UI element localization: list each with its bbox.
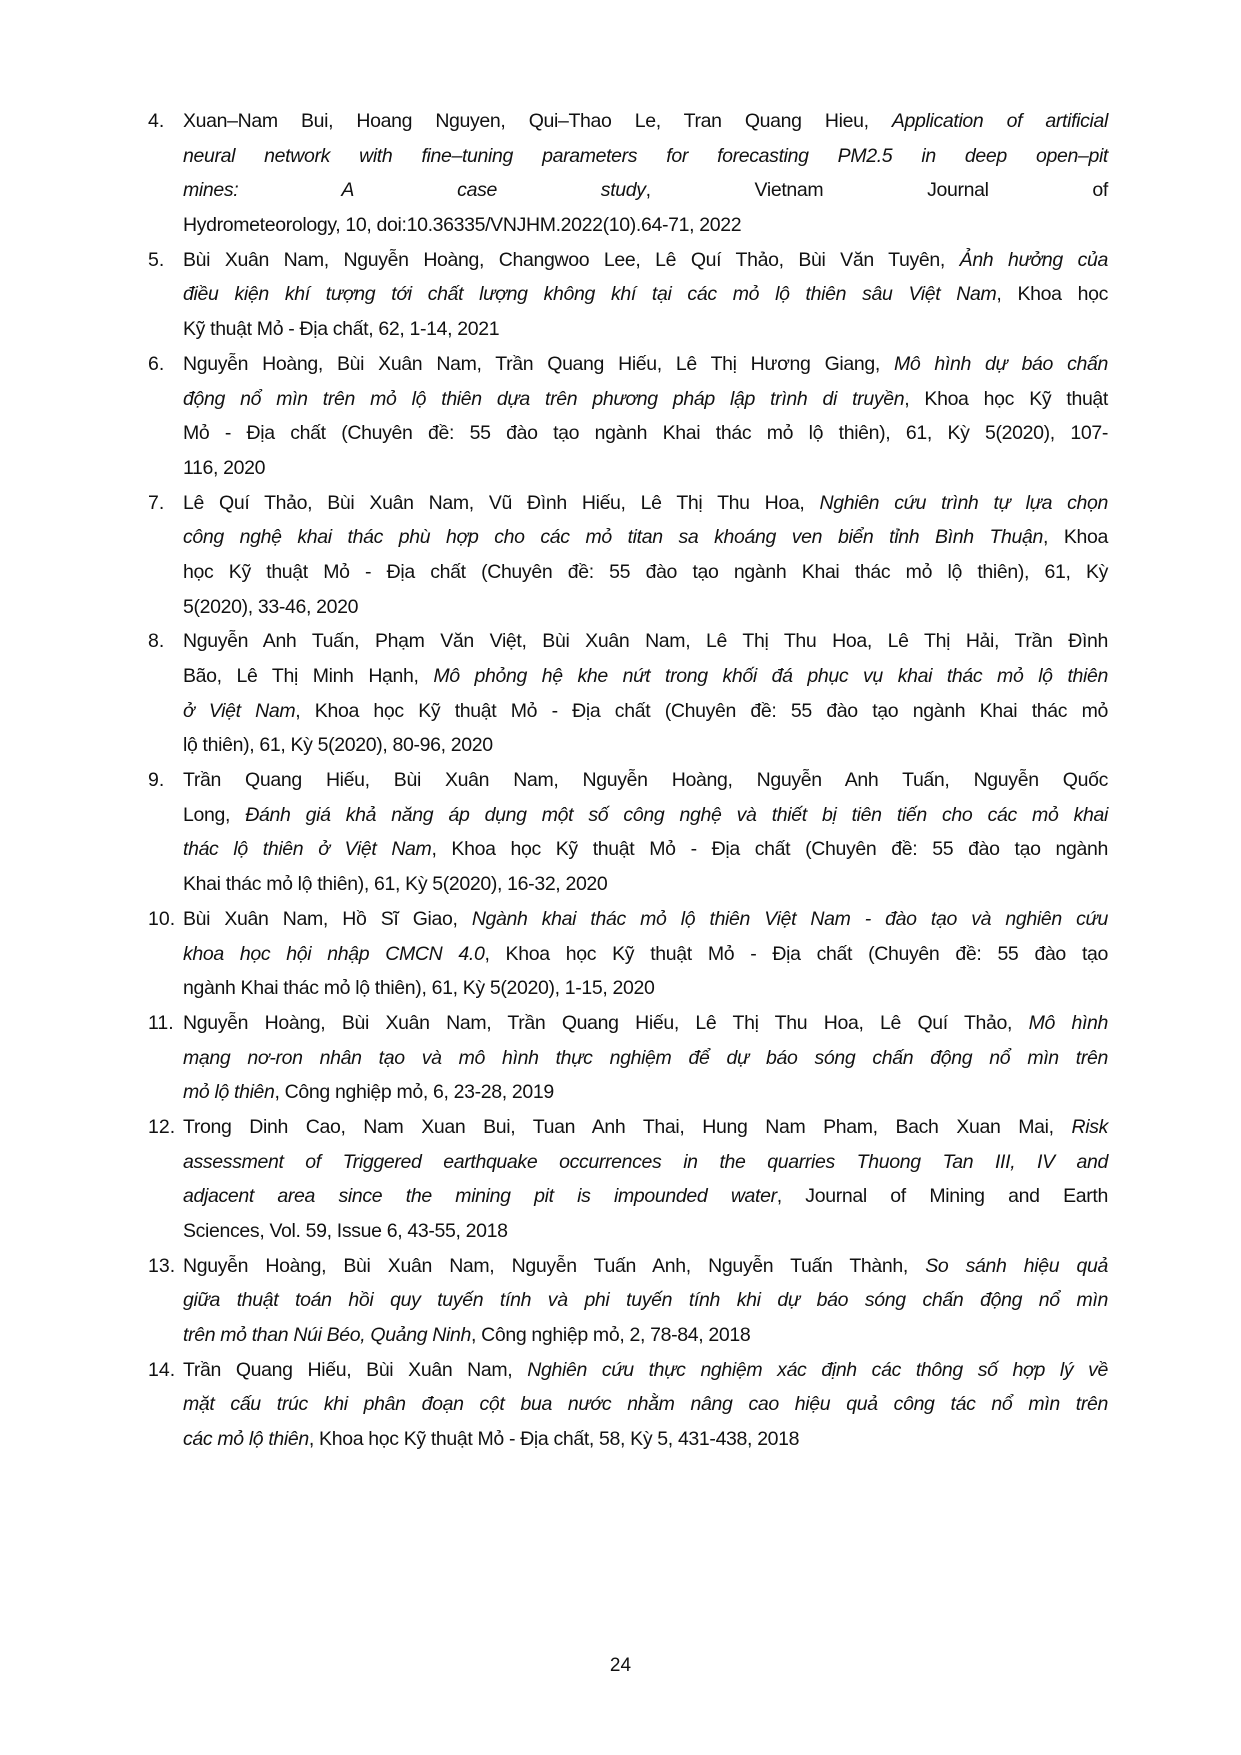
- reference-line: [183, 312, 1108, 347]
- reference-text-segment: Trần Quang Hiếu, Bùi Xuân Nam,: [183, 1358, 528, 1381]
- reference-line: [183, 590, 1108, 625]
- reference-title-segment: Risk: [1071, 1115, 1108, 1138]
- reference-title-segment: mines: A case study: [183, 179, 646, 202]
- reference-text-segment: Hydrometeorology, 10, doi:10.36335/VNJHM.2022(10).64-71, 2022: [183, 214, 742, 237]
- reference-line: [183, 555, 1108, 590]
- reference-text-segment: Trần Quang Hiếu, Bùi Xuân Nam, Nguyễn Hoàng, Nguyễn Anh Tuấn, Nguyễn Quốc: [183, 769, 1108, 792]
- reference-number: 13.: [148, 1254, 176, 1277]
- reference-line: [183, 624, 1108, 659]
- reference-text: [183, 104, 1108, 243]
- reference-text-segment: Nguyễn Hoàng, Bùi Xuân Nam, Nguyễn Tuấn Anh, Nguyễn Tuấn Thành,: [183, 1254, 926, 1277]
- reference-line: [183, 1214, 1108, 1249]
- reference-line: [183, 763, 1108, 798]
- reference-text-segment: Long,: [183, 803, 246, 826]
- reference-title-segment: giữa thuật toán hồi quy tuyến tính và phi tuyến tính khi dự báo sóng chấn động nổ mìn: [183, 1289, 1108, 1312]
- reference-text-segment: Sciences, Vol. 59, Issue 6, 43-55, 2018: [183, 1220, 508, 1242]
- reference-title-segment: các mỏ lộ thiên: [183, 1428, 309, 1451]
- reference-line: [183, 832, 1108, 867]
- reference-text: [183, 1006, 1108, 1110]
- reference-item: [148, 902, 1108, 1006]
- reference-title-segment: thác lộ thiên ở Việt Nam: [183, 838, 432, 861]
- reference-line: [183, 1145, 1108, 1180]
- reference-text-segment: , Khoa học Kỹ thuật: [904, 387, 1108, 410]
- reference-line: [183, 243, 1108, 278]
- reference-title-segment: Đánh giá khả năng áp dụng một số công nghệ và thiết bị tiên tiến cho các mỏ khai: [245, 803, 1108, 826]
- reference-text: [183, 763, 1108, 902]
- reference-number: 7.: [148, 491, 165, 514]
- reference-title-segment: mạng nơ-ron nhân tạo và mô hình thực nghiệm để dự báo sóng chấn động nổ mìn trên: [183, 1046, 1108, 1069]
- reference-text-segment: Mỏ - Địa chất (Chuyên đề: 55 đào tạo ngành Khai thác mỏ lộ thiên), 61, Kỳ 5(2020), 107-: [183, 422, 1108, 445]
- reference-text-segment: học Kỹ thuật Mỏ - Địa chất (Chuyên đề: 55 đào tạo ngành Khai thác mỏ lộ thiên), 61, Kỳ: [183, 560, 1108, 583]
- reference-text-segment: , Công nghiệp mỏ, 6, 23-28, 2019: [274, 1081, 554, 1104]
- reference-line: [183, 104, 1108, 139]
- reference-number: 5.: [148, 248, 165, 271]
- reference-number: 10.: [148, 907, 176, 930]
- reference-line: [183, 347, 1108, 382]
- reference-text-segment: Trong Dinh Cao, Nam Xuan Bui, Tuan Anh Thai, Hung Nam Pham, Bach Xuan Mai,: [183, 1115, 1072, 1138]
- reference-number: 12.: [148, 1115, 176, 1138]
- reference-title-segment: ở Việt Nam: [183, 699, 296, 722]
- reference-title-segment: Nghiên cứu trình tự lựa chọn: [819, 491, 1108, 514]
- reference-item: [148, 486, 1108, 625]
- reference-line: [183, 486, 1108, 521]
- reference-text-segment: lộ thiên), 61, Kỳ 5(2020), 80-96, 2020: [183, 734, 493, 757]
- reference-title-segment: mỏ lộ thiên: [183, 1081, 275, 1104]
- reference-title-segment: Mô hình dự báo chấn: [893, 352, 1108, 375]
- reference-line: [183, 1075, 1108, 1110]
- reference-line: [183, 1006, 1108, 1041]
- reference-number: 4.: [148, 110, 165, 132]
- reference-text: [183, 1110, 1108, 1249]
- reference-line: [183, 277, 1108, 312]
- reference-number: 8.: [148, 630, 165, 653]
- reference-item: [148, 763, 1108, 902]
- reference-title-segment: assessment of Triggered earthquake occurrences in the quarries Thuong Tan III, IV and: [183, 1150, 1108, 1173]
- reference-item: [148, 347, 1108, 486]
- reference-text-segment: , Khoa học Kỹ thuật Mỏ - Địa chất (Chuyên đề: 55 đào tạo ngành Khai thác mỏ: [295, 699, 1108, 722]
- reference-text: [183, 347, 1108, 486]
- reference-text-segment: , Khoa học: [996, 283, 1108, 306]
- reference-line: [183, 659, 1108, 694]
- reference-line: [183, 1249, 1108, 1284]
- reference-number: 6.: [148, 352, 165, 375]
- reference-line: [183, 798, 1108, 833]
- reference-text: [183, 243, 1108, 347]
- reference-title-segment: Nghiên cứu thực nghiệm xác định các thông số hợp lý về: [527, 1358, 1108, 1381]
- reference-text: [183, 1353, 1108, 1457]
- reference-text-segment: 116, 2020: [183, 456, 266, 479]
- reference-text-segment: , Khoa học Kỹ thuật Mỏ - Địa chất (Chuyên đề: 55 đào tạo ngành: [431, 838, 1108, 861]
- reference-text-segment: Kỹ thuật Mỏ - Địa chất, 62, 1-14, 2021: [183, 318, 500, 341]
- reference-title-segment: Mô hình: [1028, 1011, 1109, 1034]
- reference-title-segment: động nổ mìn trên mỏ lộ thiên dựa trên phương pháp lập trình di truyền: [183, 387, 905, 410]
- reference-text-segment: , Khoa: [1043, 526, 1108, 549]
- reference-item: [148, 624, 1108, 763]
- reference-line: [183, 902, 1108, 937]
- reference-title-segment: trên mỏ than Núi Béo, Quảng Ninh: [183, 1324, 471, 1347]
- reference-text-segment: Khai thác mỏ lộ thiên), 61, Kỳ 5(2020), 16-32, 2020: [183, 873, 608, 896]
- reference-line: [183, 382, 1108, 417]
- reference-line: [183, 1353, 1108, 1388]
- reference-title-segment: neural network with fine–tuning parameters for forecasting PM2.5 in deep open–pit: [183, 144, 1108, 167]
- reference-text-segment: Nguyễn Anh Tuấn, Phạm Văn Việt, Bùi Xuân Nam, Lê Thị Thu Hoa, Lê Thị Hải, Trần Đình: [183, 630, 1108, 653]
- reference-text-segment: , Journal of Mining and Earth: [776, 1185, 1108, 1208]
- reference-text-segment: , Khoa học Kỹ thuật Mỏ - Địa chất (Chuyên đề: 55 đào tạo: [484, 942, 1109, 965]
- reference-line: [183, 867, 1108, 902]
- reference-number: 9.: [148, 769, 165, 792]
- reference-line: [183, 1179, 1108, 1214]
- reference-text: [183, 624, 1108, 763]
- reference-line: [183, 520, 1108, 555]
- reference-line: [183, 451, 1108, 486]
- reference-title-segment: So sánh hiệu quả: [925, 1254, 1108, 1277]
- reference-text-segment: Bão, Lê Thị Minh Hạnh,: [183, 665, 434, 687]
- reference-text: [183, 486, 1108, 625]
- reference-line: [183, 1387, 1108, 1422]
- reference-list: [148, 104, 1108, 1457]
- reference-item: [148, 1006, 1108, 1110]
- reference-line: [183, 1110, 1108, 1145]
- reference-title-segment: mặt cấu trúc khi phân đoạn cột bua nước nhằm nâng cao hiệu quả công tác nổ mìn trên: [183, 1393, 1108, 1416]
- reference-text: [183, 1249, 1108, 1353]
- page-number: 24: [609, 1655, 632, 1676]
- reference-text-segment: Bùi Xuân Nam, Nguyễn Hoàng, Changwoo Lee, Lê Quí Thảo, Bùi Văn Tuyên,: [183, 248, 960, 271]
- reference-text-segment: Lê Quí Thảo, Bùi Xuân Nam, Vũ Đình Hiếu, Lê Thị Thu Hoa,: [183, 491, 820, 514]
- reference-line: [183, 1283, 1108, 1318]
- reference-title-segment: công nghệ khai thác phù hợp cho các mỏ titan sa khoáng ven biển tỉnh Bình Thuận: [183, 526, 1044, 549]
- reference-text-segment: Bùi Xuân Nam, Hồ Sĩ Giao,: [183, 907, 472, 930]
- reference-text: [183, 902, 1108, 1006]
- reference-text-segment: Nguyễn Hoàng, Bùi Xuân Nam, Trần Quang Hiếu, Lê Thị Thu Hoa, Lê Quí Thảo,: [183, 1011, 1029, 1034]
- reference-text-segment: Nguyễn Hoàng, Bùi Xuân Nam, Trần Quang Hiếu, Lê Thị Hương Giang,: [183, 352, 894, 375]
- reference-line: [183, 208, 1108, 243]
- reference-text-segment: , Khoa học Kỹ thuật Mỏ - Địa chất, 58, Kỳ 5, 431-438, 2018: [308, 1428, 800, 1451]
- reference-title-segment: Ngành khai thác mỏ lộ thiên Việt Nam - đào tạo và nghiên cứu: [471, 907, 1108, 930]
- reference-title-segment: Application of artificial: [891, 110, 1109, 132]
- reference-title-segment: Ảnh hưởng của: [959, 248, 1109, 271]
- reference-line: [183, 139, 1108, 174]
- reference-line: [183, 728, 1108, 763]
- reference-item: [148, 104, 1108, 243]
- reference-line: [183, 1422, 1108, 1457]
- reference-title-segment: Mô phỏng hệ khe nứt trong khối đá phục vụ khai thác mỏ lộ thiên: [433, 665, 1108, 687]
- reference-text-segment: , Vietnam Journal of: [645, 179, 1108, 202]
- reference-line: [183, 971, 1108, 1006]
- reference-item: [148, 1249, 1108, 1353]
- reference-text-segment: Xuan–Nam Bui, Hoang Nguyen, Qui–Thao Le, Tran Quang Hieu,: [183, 110, 892, 132]
- reference-text-segment: , Công nghiệp mỏ, 2, 78-84, 2018: [470, 1324, 751, 1347]
- reference-item: [148, 1353, 1108, 1457]
- reference-line: [183, 173, 1108, 208]
- reference-item: [148, 243, 1108, 347]
- reference-text-segment: 5(2020), 33-46, 2020: [183, 595, 359, 618]
- reference-line: [183, 416, 1108, 451]
- reference-title-segment: điều kiện khí tượng tới chất lượng không khí tại các mỏ lộ thiên sâu Việt Nam: [183, 283, 997, 306]
- reference-number: 11.: [148, 1011, 174, 1034]
- reference-line: [183, 1041, 1108, 1076]
- reference-line: [183, 937, 1108, 972]
- reference-title-segment: adjacent area since the mining pit is impounded water: [183, 1185, 777, 1208]
- reference-line: [183, 1318, 1108, 1353]
- reference-number: 14.: [148, 1358, 176, 1381]
- reference-item: [148, 1110, 1108, 1249]
- reference-line: [183, 694, 1108, 729]
- reference-title-segment: khoa học hội nhập CMCN 4.0: [183, 942, 485, 965]
- reference-text-segment: ngành Khai thác mỏ lộ thiên), 61, Kỳ 5(2020), 1-15, 2020: [183, 977, 655, 1000]
